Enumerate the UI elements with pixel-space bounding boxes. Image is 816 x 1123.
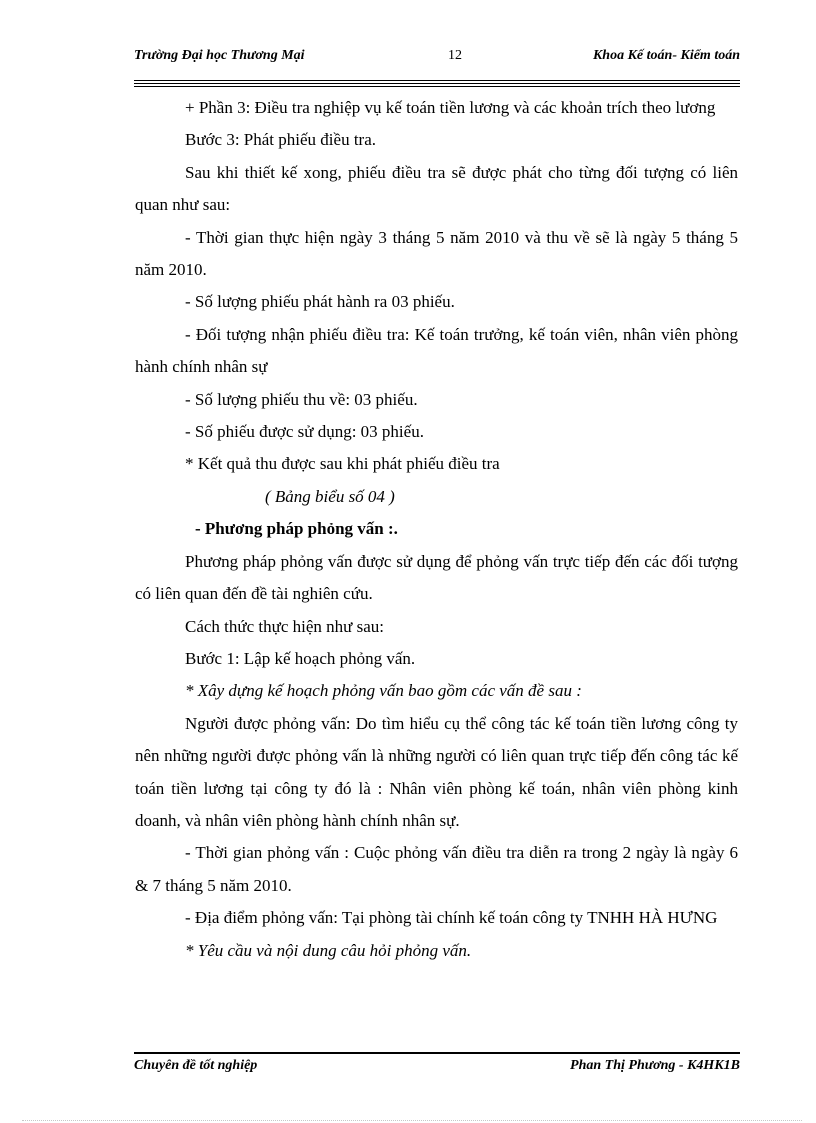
footer-rule bbox=[134, 1052, 740, 1054]
header-rule bbox=[134, 83, 740, 84]
section-heading: - Phương pháp phỏng vấn :. bbox=[195, 519, 398, 539]
paragraph: Bước 3: Phát phiếu điều tra. bbox=[185, 130, 377, 150]
page-number: 12 bbox=[448, 48, 462, 63]
paragraph: Người được phỏng vấn: Do tìm hiểu cụ thể công tác kế toán tiền lương công ty nên những người được phỏng vấn là những người có liên quan trực tiếp đến công tác kế toán tiền lương tại công ty đó là : Nhân viên phòng kế toán, nhân viên phòng kinh doanh, và nhân viên phòng hành chính nhân sự. bbox=[135, 713, 738, 830]
paragraph: - Thời gian thực hiện ngày 3 tháng 5 năm 2010 và thu về sẽ là ngày 5 tháng 5 năm 2010. bbox=[135, 227, 738, 280]
page-header bbox=[134, 46, 740, 70]
paragraph: * Kết quả thu được sau khi phát phiếu điều tra bbox=[185, 454, 500, 474]
paragraph: * Yêu cầu và nội dung câu hỏi phỏng vấn. bbox=[185, 940, 472, 960]
footer-title: Chuyên đề tốt nghiệp bbox=[134, 1058, 258, 1073]
paragraph: - Thời gian phỏng vấn : Cuộc phỏng vấn điều tra diễn ra trong 2 ngày là ngày 6 & 7 tháng 5 năm 2010. bbox=[135, 843, 738, 895]
header-rule bbox=[134, 86, 740, 87]
header-faculty: Khoa Kế toán- Kiểm toán bbox=[592, 48, 740, 63]
paragraph: Cách thức thực hiện như sau: bbox=[185, 616, 385, 636]
paragraph: - Số lượng phiếu thu về: 03 phiếu. bbox=[185, 389, 418, 409]
table-reference: ( Bảng biểu số 04 ) bbox=[265, 486, 395, 506]
paragraph: Phương pháp phỏng vấn được sử dụng để phỏng vấn trực tiếp đến các đối tượng có liên quan đến đề tài nghiên cứu. bbox=[135, 551, 738, 604]
paragraph: + Phần 3: Điều tra nghiệp vụ kế toán tiền lương và các khoản trích theo lương bbox=[185, 98, 716, 117]
paragraph: Bước 1: Lập kế hoạch phỏng vấn. bbox=[185, 648, 416, 668]
header-school: Trường Đại học Thương Mại bbox=[134, 48, 305, 63]
paragraph: - Địa điểm phỏng vấn: Tại phòng tài chính kế toán công ty TNHH HÀ HƯNG bbox=[185, 908, 718, 928]
paragraph: * Xây dựng kế hoạch phỏng vấn bao gồm các vấn đề sau : bbox=[185, 681, 582, 701]
footer-author: Phan Thị Phương - K4HK1B bbox=[570, 1058, 740, 1073]
page-edge-divider bbox=[22, 1120, 802, 1121]
paragraph: - Số phiếu được sử dụng: 03 phiếu. bbox=[185, 422, 424, 442]
body-text bbox=[135, 92, 738, 967]
paragraph: - Số lượng phiếu phát hành ra 03 phiếu. bbox=[185, 292, 455, 312]
paragraph: Sau khi thiết kế xong, phiếu điều tra sẽ được phát cho từng đối tượng có liên quan như sau: bbox=[135, 162, 738, 215]
header-rule bbox=[134, 80, 740, 81]
paragraph: - Đối tượng nhận phiếu điều tra: Kế toán trưởng, kế toán viên, nhân viên phòng hành chính nhân sự bbox=[135, 324, 738, 377]
